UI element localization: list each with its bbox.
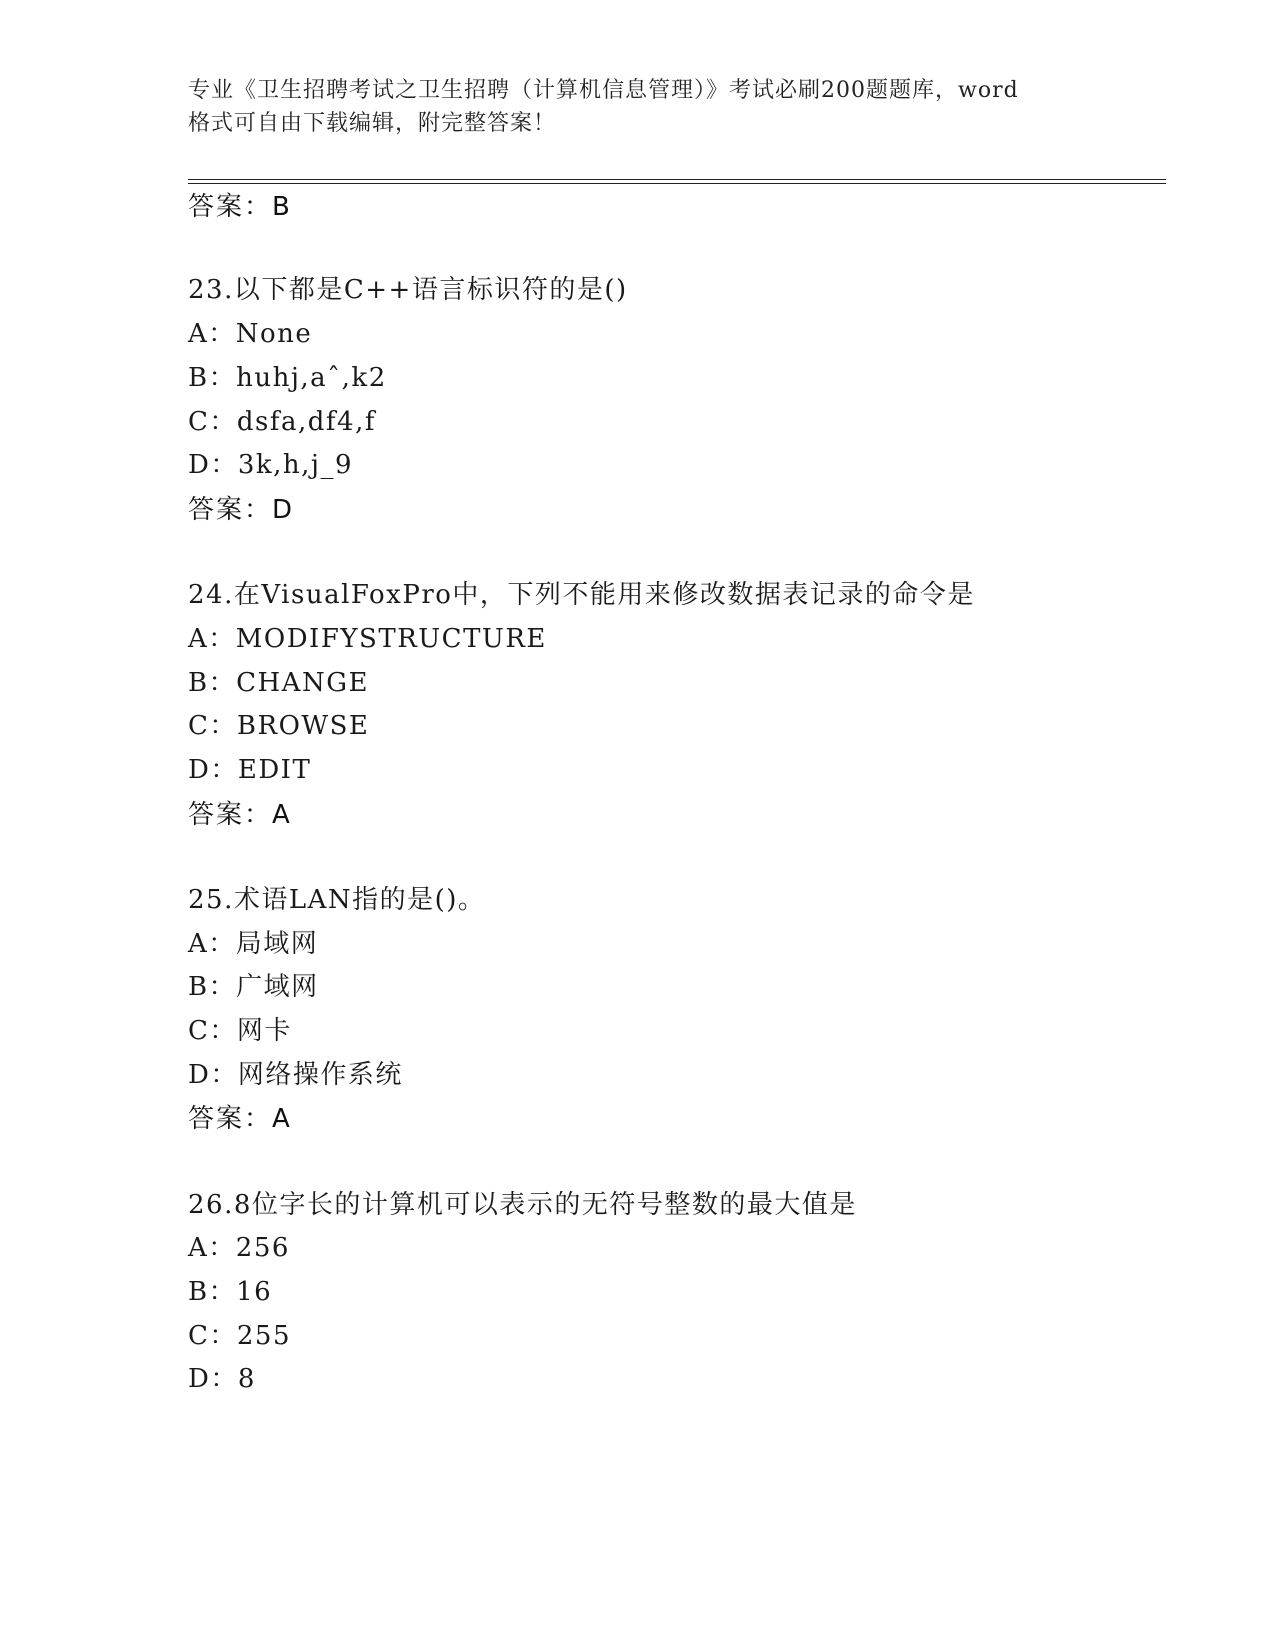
header-divider-bottom [188, 183, 1166, 184]
question-option: D：8 [188, 1364, 256, 1394]
question-option: A：MODIFYSTRUCTURE [188, 624, 547, 654]
header-divider-top [188, 179, 1166, 180]
question-option: C：255 [188, 1321, 292, 1351]
question-answer: 答案：A [188, 800, 292, 830]
question-stem: 24.在VisualFoxPro中，下列不能用来修改数据表记录的命令是 [188, 580, 975, 610]
question-stem: 26.8位字长的计算机可以表示的无符号整数的最大值是 [188, 1190, 857, 1220]
question-option: D：3k,h,j_9 [188, 450, 354, 480]
question-stem: 23.以下都是C++语言标识符的是() [188, 275, 628, 305]
header-line-2: 格式可自由下载编辑，附完整答案！ [188, 111, 557, 136]
question-answer: 答案：A [188, 1104, 292, 1134]
previous-answer: 答案：B [188, 192, 292, 222]
question-stem: 25.术语LAN指的是()。 [188, 885, 486, 915]
question-option: B：huhj,aˆ,k2 [188, 363, 387, 393]
question-option: B：广域网 [188, 972, 319, 1002]
header-line-1: 专业《卫生招聘考试之卫生招聘（计算机信息管理）》考试必刷200题题库，word [188, 78, 1019, 103]
question-answer: 答案：D [188, 495, 295, 525]
question-option: A：256 [188, 1233, 290, 1263]
question-option: C：dsfa,df4,f [188, 407, 376, 437]
question-option: B：CHANGE [188, 668, 369, 698]
question-option: D：EDIT [188, 755, 312, 785]
question-option: A：局域网 [188, 929, 319, 959]
question-option: C：网卡 [188, 1016, 292, 1046]
question-option: B：16 [188, 1277, 273, 1307]
question-option: A：None [188, 319, 313, 349]
question-option: C：BROWSE [188, 711, 370, 741]
document-header [188, 74, 1088, 140]
question-option: D：网络操作系统 [188, 1060, 403, 1090]
